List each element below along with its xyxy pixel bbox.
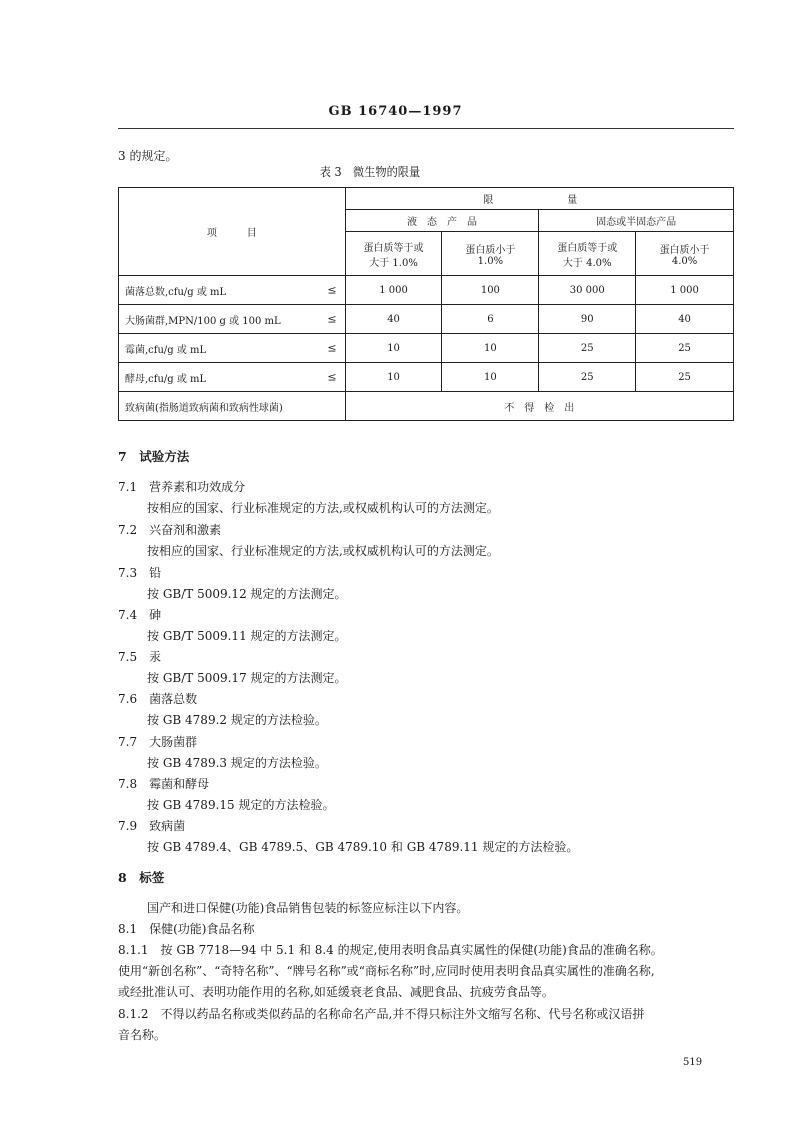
- subsection-head: 7.1 营养素和功效成分: [118, 480, 246, 494]
- row-value: 90: [539, 305, 636, 334]
- paragraph-line: 使用“新创名称”、“奇特名称”、“牌号名称”或“商标名称”时,应同时使用表明食品真实属性的准确名称,: [118, 964, 655, 978]
- subsection-head: 8.1 保健(功能)食品名称: [118, 922, 255, 936]
- pathogen-item: 致病菌(指肠道致病菌和致病性球菌): [119, 392, 346, 421]
- table-row: [119, 305, 734, 334]
- subsection-text: 按 GB 4789.4、GB 4789.5、GB 4789.10 和 GB 4789.11 规定的方法检验。: [147, 840, 579, 854]
- paragraph-line: 8.1.2 不得以药品名称或类似药品的名称命名产品,并不得只标注外文缩写名称、代号名称或汉语拼: [118, 1007, 645, 1021]
- pathogen-value: 不 得 检 出: [345, 392, 733, 421]
- subsection-text: 按 GB/T 5009.12 规定的方法测定。: [147, 587, 347, 601]
- intro-line: 3 的规定。: [118, 149, 178, 163]
- paragraph-line: 8.1.1 按 GB 7718—94 中 5.1 和 8.4 的规定,使用表明食品真实属性的保健(功能)食品的准确名称。: [118, 943, 663, 957]
- row-item: 菌落总数,cfu/g 或 mL ≤: [119, 276, 346, 305]
- subsection-text: 按 GB 4789.3 规定的方法检验。: [147, 756, 327, 770]
- row-value: 10: [442, 363, 539, 392]
- subsection-head: 7.2 兴奋剂和激素: [118, 523, 222, 537]
- standard-header: GB 16740—1997: [328, 104, 463, 119]
- table-row: [119, 276, 734, 305]
- table-row: [119, 363, 734, 392]
- item-header: 项 目: [119, 188, 346, 276]
- subsection-head: 7.7 大肠菌群: [118, 735, 198, 749]
- subsection-text: 按 GB 4789.15 规定的方法检验。: [147, 798, 335, 812]
- row-item: 酵母,cfu/g 或 mL ≤: [119, 363, 346, 392]
- row-value: 1 000: [636, 276, 734, 305]
- subsection-text: 按 GB/T 5009.17 规定的方法测定。: [147, 671, 347, 685]
- section-7-title: 7 试验方法: [118, 449, 190, 464]
- row-value: 40: [345, 305, 442, 334]
- subsection-text: 按 GB/T 5009.11 规定的方法测定。: [147, 629, 347, 643]
- table-row: [119, 392, 734, 421]
- paragraph-line: 或经批准认可、表明功能作用的名称,如延缓衰老食品、减肥食品、抗疲劳食品等。: [118, 985, 554, 999]
- row-value: 25: [539, 334, 636, 363]
- row-value: 6: [442, 305, 539, 334]
- row-item: 霉菌,cfu/g 或 mL ≤: [119, 334, 346, 363]
- section-8-intro: 国产和进口保健(功能)食品销售包装的标签应标注以下内容。: [147, 901, 469, 915]
- subsection-head: 7.8 霉菌和酵母: [118, 777, 210, 791]
- row-value: 25: [539, 363, 636, 392]
- row-value: 30 000: [539, 276, 636, 305]
- subsection-text: 按相应的国家、行业标准规定的方法,或权威机构认可的方法测定。: [147, 544, 499, 558]
- row-value: 10: [345, 334, 442, 363]
- section-8-title: 8 标签: [118, 870, 165, 885]
- row-value: 10: [442, 334, 539, 363]
- subheader-cell: 蛋白质等于或 大于 4.0%: [539, 232, 636, 276]
- subsection-text: 按相应的国家、行业标准规定的方法,或权威机构认可的方法测定。: [147, 501, 499, 515]
- subsection-head: 7.3 铅: [118, 566, 162, 580]
- row-value: 1 000: [345, 276, 442, 305]
- subsection-head: 7.6 菌落总数: [118, 692, 198, 706]
- paragraph-line: 音名称。: [118, 1028, 167, 1042]
- subsection-head: 7.4 砷: [118, 608, 162, 622]
- row-value: 25: [636, 363, 734, 392]
- subsection-head: 7.5 汞: [118, 650, 162, 664]
- table-caption: 表 3 微生物的限量: [319, 165, 421, 179]
- subsection-head: 7.9 致病菌: [118, 819, 186, 833]
- subsection-text: 按 GB 4789.2 规定的方法检验。: [147, 713, 327, 727]
- subheader-cell: 蛋白质等于或 大于 1.0%: [345, 232, 442, 276]
- row-value: 100: [442, 276, 539, 305]
- row-value: 10: [345, 363, 442, 392]
- row-value: 25: [636, 334, 734, 363]
- group-liquid-header: 液 态 产 品: [345, 210, 539, 232]
- header-rule: [118, 128, 734, 129]
- group-solid-header: 固态或半固态产品: [539, 210, 734, 232]
- row-item: 大肠菌群,MPN/100 g 或 100 mL ≤: [119, 305, 346, 334]
- limit-header: 限 量: [345, 188, 733, 210]
- subheader-cell: 蛋白质小于 1.0%: [442, 232, 539, 276]
- microbe-limit-table: [118, 187, 734, 421]
- row-value: 40: [636, 305, 734, 334]
- table-row: [119, 334, 734, 363]
- page-number: 519: [683, 1057, 703, 1068]
- subheader-cell: 蛋白质小于 4.0%: [636, 232, 734, 276]
